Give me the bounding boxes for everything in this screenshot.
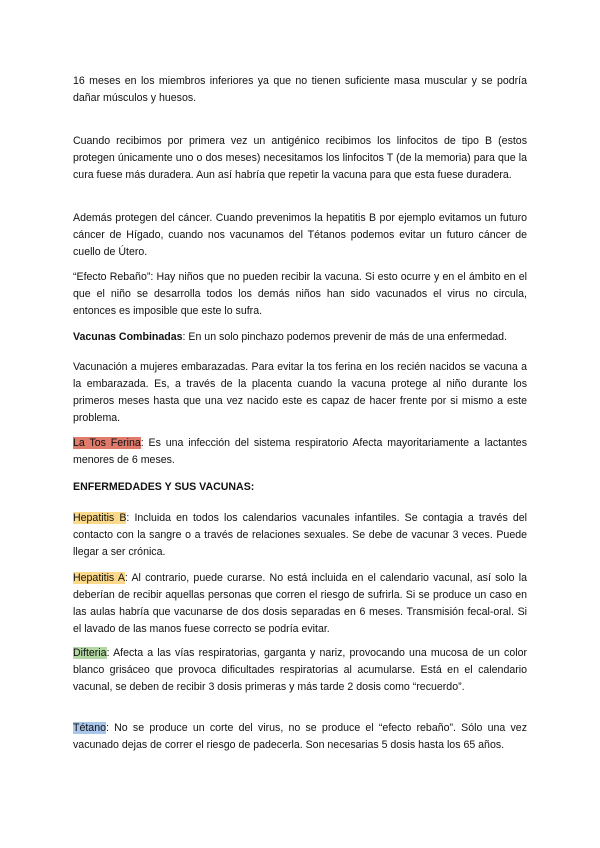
highlight-tetano: Tétano — [73, 722, 106, 734]
term-vacunas-combinadas: Vacunas Combinadas — [73, 331, 183, 343]
paragraph-intro-continuation: 16 meses en los miembros inferiores ya que no tienen suficiente masa muscular y se podría dañar músculos y huesos. — [73, 75, 527, 104]
paragraph-hepatitis-a — [73, 570, 527, 638]
text-tetano: : No se produce un corte del virus, no se produce el “efecto rebaño”. Sólo una vez vacunado dejas de correr el riesgo de padecerla. Son necesarias 5 dosis hasta los 65 años. — [73, 722, 527, 751]
text-tos-ferina: : Es una infección del sistema respiratorio Afecta mayoritariamente a lactantes menores de 6 meses. — [73, 437, 527, 466]
text-difteria: : Afecta a las vías respiratorias, garganta y nariz, provocando una mucosa de un color blanco grisáceo que provoca dificultades respiratorias al acumularse. Está en el calendario vacunal, se deben de recibir 3 dosis primeras y más tarde 2 dosis como “recuerdo”. — [73, 647, 527, 693]
paragraph-difteria — [73, 645, 527, 696]
paragraph-cancer: Además protegen del cáncer. Cuando prevenimos la hepatitis B por ejemplo evitamos un futuro cáncer de Hígado, cuando nos vacunamos del Tétanos podemos evitar un futuro cáncer de cuello de Útero. — [73, 212, 527, 258]
text-hepatitis-b: : Incluida en todos los calendarios vacunales infantiles. Se contagia a través del contacto con la sangre o a través de relaciones sexuales. Se debe de vacunar 3 veces. Puede llegar a ser crónica. — [73, 512, 527, 558]
text-vacunas-combinadas: : En un solo pinchazo podemos prevenir de más de una enfermedad. — [182, 331, 508, 343]
paragraph-linfocitos: Cuando recibimos por primera vez un antigénico recibimos los linfocitos de tipo B (estos protegen únicamente uno o dos meses) necesitamos los linfocitos T (de la memoria) para que la cura fuese más duradera. Aun así habría que repetir la vacuna para que esta fuese duradera. — [73, 135, 527, 181]
paragraph-embarazadas: Vacunación a mujeres embarazadas. Para evitar la tos ferina en los recién nacidos se vacuna a la embarazada. Es, a través de la placenta cuando la vacuna protege al niño durante los primeros meses hasta que una vez nacido este es capaz de hacer frente por si mismo a este problema. — [73, 361, 527, 424]
highlight-difteria: Difteria — [73, 647, 107, 659]
highlight-hepatitis-b: Hepatitis B — [73, 512, 127, 524]
paragraph-tos-ferina — [73, 435, 527, 469]
highlight-hepatitis-a: Hepatitis A — [73, 572, 125, 584]
paragraph-hepatitis-b — [73, 510, 527, 561]
text-hepatitis-a: : Al contrario, puede curarse. No está incluida en el calendario vacunal, así solo la deberían de recibir aquellas personas que corren el riesgo de sufrirla. Si se produce un caso en las aulas habría que vacunarse de dos dosis separadas en 6 meses. Transmisión fecal-oral. Si el lavado de las manos fuese correcto se podría evitar. — [73, 572, 527, 635]
highlight-tos-ferina: La Tos Ferina — [73, 437, 141, 449]
section-heading: ENFERMEDADES Y SUS VACUNAS: — [73, 481, 255, 493]
paragraph-efecto-rebano: “Efecto Rebaño”: Hay niños que no pueden recibir la vacuna. Si esto ocurre y en el ámbito en el que el niño se desarrolla todos los demás niños han sido vacunados el virus no circula, entonces es imposible que este lo sufra. — [73, 271, 527, 317]
paragraph-vacunas-combinadas — [73, 329, 527, 346]
paragraph-tetano — [73, 720, 527, 754]
